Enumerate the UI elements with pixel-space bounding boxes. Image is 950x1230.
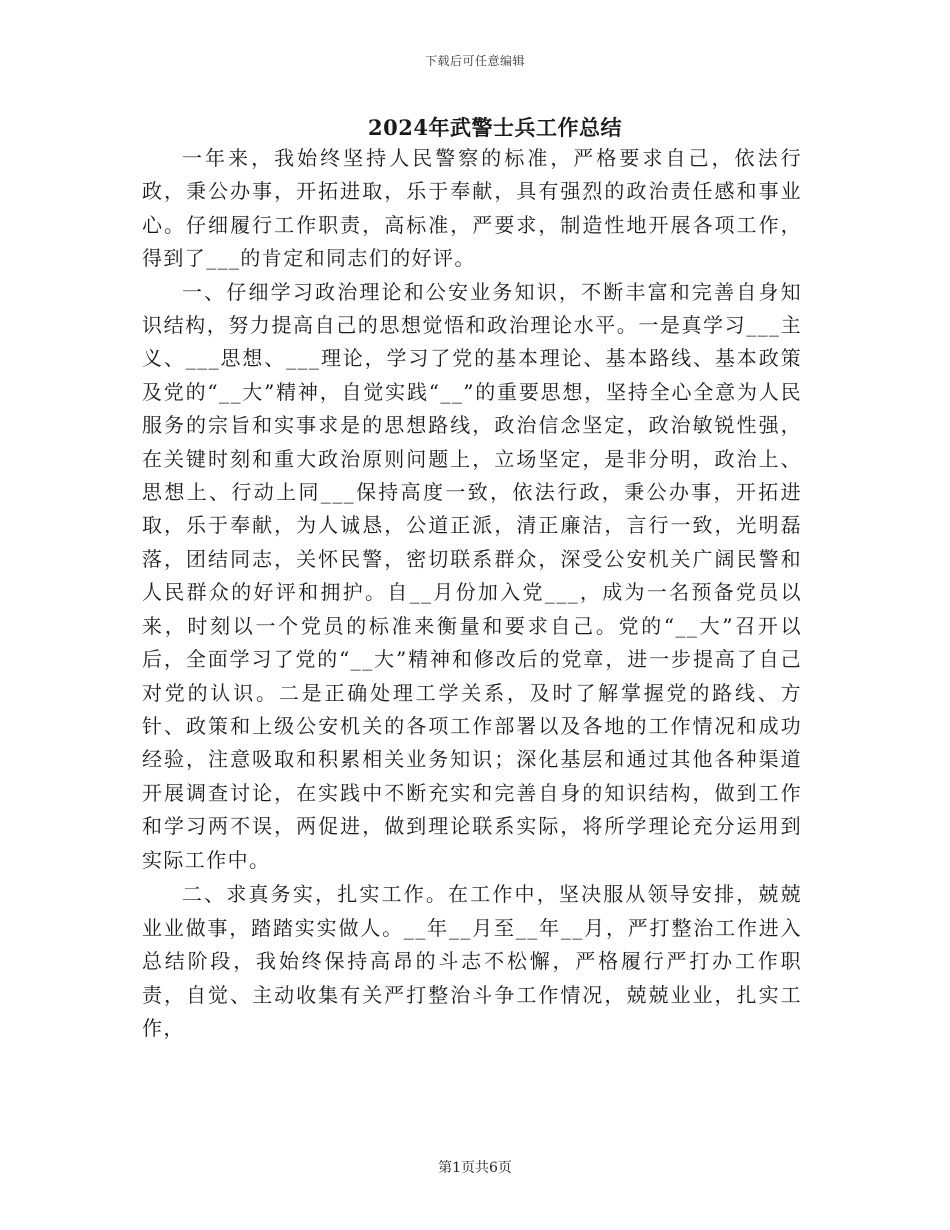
page-footer: 第1页共6页 [438, 1160, 512, 1176]
paragraph: 一年来，我始终坚持人民警察的标准，严格要求自己，依法行政，秉公办事，开拓进取，乐于奉献，具有强烈的政治责任感和事业心。仔细履行工作职责，高标准，严要求，制造性地开展各项工作，得到了___的肯定和同志们的好评。 [142, 146, 802, 271]
paragraph: 二、求真务实，扎实工作。在工作中，坚决服从领导安排，兢兢业业做事，踏踏实实做人。__年__月至__年__月，严打整治工作进入总结阶段，我始终保持高昂的斗志不松懈，严格履行严打办工作职责，自觉、主动收集有关严打整治斗争工作情况，兢兢业业，扎实工作， [142, 882, 802, 1041]
paragraph: 一、仔细学习政治理论和公安业务知识，不断丰富和完善自身知识结构，努力提高自己的思想觉悟和政治理论水平。一是真学习___主义、___思想、___理论，学习了党的基本理论、基本路线、基本政策及党的“__大”精神，自觉实践“__”的重要思想，坚持全心全意为人民服务的宗旨和实事求是的思想路线，政治信念坚定，政治敏锐性强，在关键时刻和重大政治原则问题上，立场坚定，是非分明，政治上、思想上、行动上同___保持高度一致，依法行政，秉公办事，开拓进取，乐于奉献，为人诚恳，公道正派，清正廉洁，言行一致，光明磊落，团结同志，关怀民警，密切联系群众，深受公安机关广阔民警和人民群众的好评和拥护。自__月份加入党___，成为一名预备党员以来，时刻以一个党员的标准来衡量和要求自己。党的“__大”召开以后，全面学习了党的“__大”精神和修改后的党章，进一步提高了自己对党的认识。二是正确处理工学关系，及时了解掌握党的路线、方针、政策和上级公安机关的各项工作部署以及各地的工作情况和成功经验，注意吸取和积累相关业务知识；深化基层和通过其他各种渠道开展调查讨论，在实践中不断充实和完善自身的知识结构，做到工作和学习两不误，两促进，做到理论联系实际，将所学理论充分运用到实际工作中。 [142, 279, 802, 872]
header-note: 下载后可任意编辑 [424, 54, 525, 68]
document-body [142, 142, 802, 1045]
document-title: 2024年武警士兵工作总结 [368, 115, 622, 140]
